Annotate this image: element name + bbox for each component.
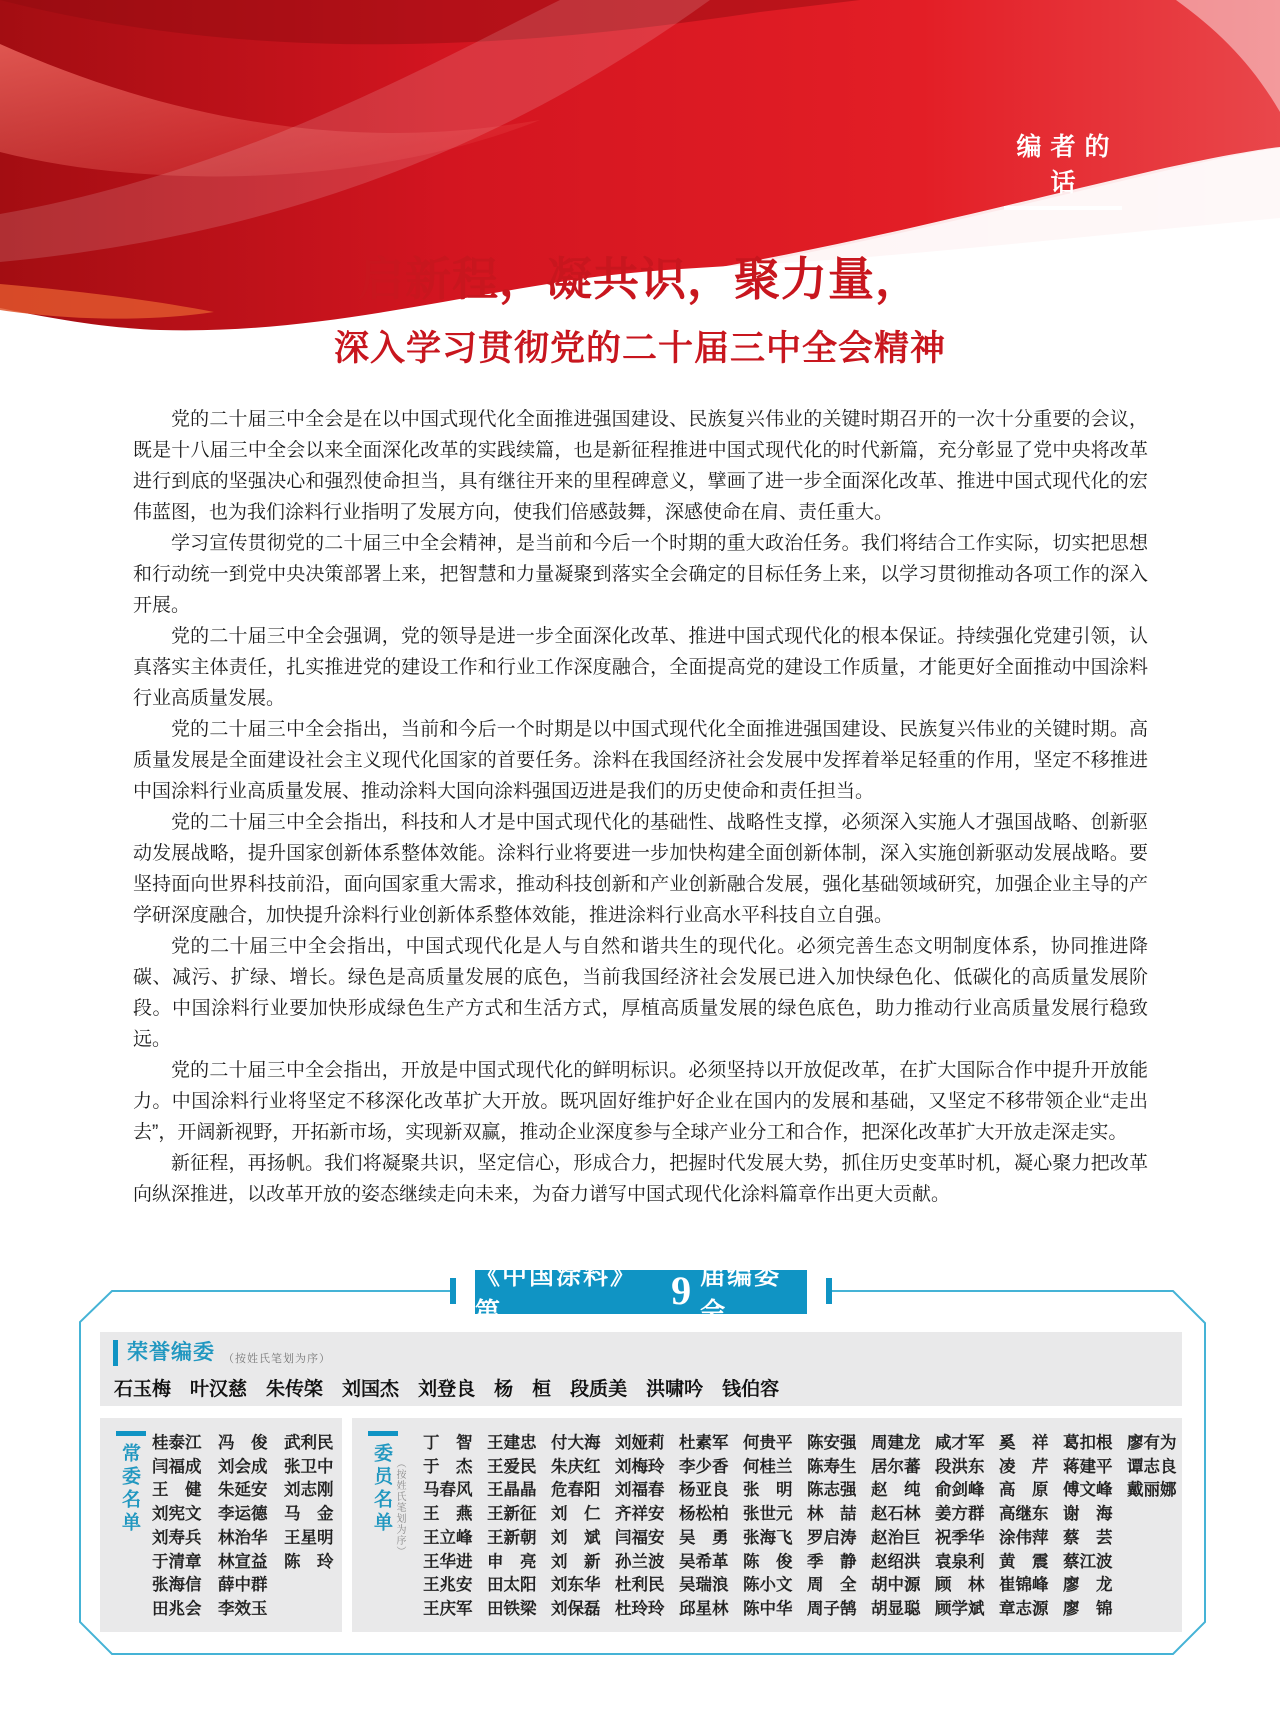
- name-column: [935, 1432, 985, 1622]
- committee-member-name: 奚 祥: [999, 1434, 1049, 1452]
- name-column: [679, 1432, 729, 1622]
- honorary-member-name: 石玉梅: [114, 1379, 172, 1400]
- committee-member-name: 王晶晶: [487, 1481, 537, 1500]
- honorary-editors-label: 荣誉编委: [127, 1341, 215, 1364]
- standing-committee-label-block: [116, 1431, 150, 1563]
- committee-member-name: 俞剑峰: [935, 1481, 985, 1500]
- committee-member-name: 王华进: [423, 1552, 473, 1571]
- committee-member-name: 李效玉: [218, 1599, 268, 1618]
- article-paragraph: 学习宣传贯彻党的二十届三中全会精神，是当前和今后一个时期的重大政治任务。我们将结合工作实际，切实把思想和行动统一到党中央决策部署上来，把智慧和力量凝聚到落实全会确定的目标任务上来，以学习贯彻推动各项工作的深入开展。: [133, 533, 1148, 616]
- committee-member-name: 赵治巨: [871, 1528, 921, 1547]
- committee-member-name: 闫福成: [152, 1457, 202, 1476]
- committee-member-name: 王爱民: [487, 1457, 537, 1476]
- committee-member-name: 陈志强: [807, 1481, 857, 1500]
- committee-member-name: 胡显聪: [871, 1599, 921, 1618]
- honorary-member-name: 钱伯容: [722, 1379, 780, 1400]
- committee-member-name: 杨亚良: [679, 1481, 729, 1500]
- members-sort-note: （按姓氏笔划为序）: [394, 1458, 405, 1557]
- committee-member-name: 陈安强: [807, 1434, 857, 1452]
- committee-member-name: 顾 林: [935, 1576, 985, 1595]
- badge-underline: [1004, 206, 1122, 210]
- committee-member-name: 章志源: [999, 1599, 1049, 1618]
- members-panel: [352, 1418, 1182, 1632]
- committee-member-name: 杨松柏: [679, 1505, 729, 1524]
- committee-member-name: 居尔蕃: [871, 1457, 921, 1476]
- committee-member-name: 田太阳: [487, 1576, 537, 1595]
- committee-member-name: 赵绍洪: [871, 1552, 921, 1571]
- committee-member-name: 桂泰江: [152, 1434, 202, 1452]
- article-body: [133, 404, 1148, 1210]
- committee-member-name: 咸才军: [935, 1434, 985, 1452]
- name-column: [423, 1432, 473, 1622]
- committee-member-name: 黄 震: [999, 1552, 1049, 1571]
- members-label: 委员名单: [371, 1443, 392, 1535]
- committee-member-name: 刘保磊: [551, 1599, 601, 1618]
- committee-member-name: 马 金: [284, 1505, 334, 1524]
- honorary-editors-panel: [100, 1332, 1182, 1406]
- committee-member-name: 刘 斌: [551, 1528, 601, 1547]
- committee-member-name: 张卫中: [284, 1457, 334, 1476]
- committee-member-name: 廖 龙: [1063, 1576, 1113, 1595]
- committee-member-name: 危春阳: [551, 1481, 601, 1500]
- name-column: [284, 1432, 334, 1622]
- committee-member-name: 王庆军: [423, 1599, 473, 1618]
- committee-member-name: 姜方群: [935, 1505, 985, 1524]
- name-column: [999, 1432, 1049, 1622]
- honorary-name-list: [114, 1374, 779, 1401]
- committee-member-name: 袁泉利: [935, 1552, 985, 1571]
- committee-member-name: 崔锦峰: [999, 1576, 1049, 1595]
- committee-member-name: 刘 新: [551, 1552, 601, 1571]
- committee-member-name: 涂伟萍: [999, 1528, 1049, 1547]
- committee-member-name: 朱庆红: [551, 1457, 601, 1476]
- committee-member-name: 蒋建平: [1063, 1457, 1113, 1476]
- title-block: [0, 243, 1280, 371]
- name-column: [218, 1432, 268, 1622]
- committee-member-name: 葛扣根: [1063, 1434, 1113, 1452]
- committee-member-name: 丁 智: [423, 1434, 473, 1452]
- honorary-member-name: 刘国杰: [342, 1379, 400, 1400]
- committee-member-name: 祝季华: [935, 1528, 985, 1547]
- committee-member-name: 陈寿生: [807, 1457, 857, 1476]
- standing-committee-label: 常委名单: [119, 1443, 140, 1535]
- committee-member-name: 林宣益: [218, 1552, 268, 1571]
- committee-member-name: 杜玲玲: [615, 1599, 665, 1618]
- committee-member-name: 周建龙: [871, 1434, 921, 1452]
- committee-member-name: 林 喆: [807, 1505, 857, 1524]
- committee-member-name: 林治华: [218, 1528, 268, 1547]
- committee-member-name: 李少香: [679, 1457, 729, 1476]
- committee-member-name: 薛中群: [218, 1576, 268, 1595]
- committee-member-name: 田铁梁: [487, 1599, 537, 1618]
- honorary-sort-note: （按姓氏笔划为序）: [223, 1353, 331, 1365]
- column-badge-text: 编者的话: [1016, 133, 1119, 197]
- committee-member-name: 何贵平: [743, 1434, 793, 1452]
- committee-member-name: 王 燕: [423, 1505, 473, 1524]
- name-column: [743, 1432, 793, 1622]
- article-paragraph: 党的二十届三中全会指出，开放是中国式现代化的鲜明标识。必须坚持以开放促改革，在扩大国际合作中提升开放能力。中国涂料行业将坚定不移深化改革扩大开放。既巩固好维护好企业在国内的发展和基础，又坚定不移带领企业“走出去”，开阔新视野，开拓新市场，实现新双赢，推动企业深度参与全球产业分工和合作，把深化改革扩大开放走深走实。: [133, 1060, 1148, 1143]
- committee-member-name: 张 明: [743, 1481, 793, 1500]
- committee-member-name: 冯 俊: [218, 1434, 268, 1452]
- committee-member-name: 申 亮: [487, 1552, 537, 1571]
- honorary-member-name: 朱传棨: [266, 1379, 324, 1400]
- article-paragraph: 党的二十届三中全会强调，党的领导是进一步全面深化改革、推进中国式现代化的根本保证。持续强化党建引领，认真落实主体责任，扎实推进党的建设工作和行业工作深度融合，全面提高党的建设工作质量，才能更好全面推动中国涂料行业高质量发展。: [133, 626, 1148, 709]
- committee-member-name: 刘东华: [551, 1576, 601, 1595]
- committee-member-name: 何桂兰: [743, 1457, 793, 1476]
- article-paragraph: 党的二十届三中全会是在以中国式现代化全面推进强国建设、民族复兴伟业的关键时期召开的一次十分重要的会议，既是十八届三中全会以来全面深化改革的实践续篇，也是新征程推进中国式现代化的时代新篇，充分彰显了党中央将改革进行到底的坚强决心和强烈使命担当，具有继往开来的里程碑意义，擘画了进一步全面深化改革、推进中国式现代化的宏伟蓝图，也为我们涂料行业指明了发展方向，使我们倍感鼓舞，深感使命在肩、责任重大。: [133, 409, 1148, 523]
- committee-member-name: 刘梅玲: [615, 1457, 665, 1476]
- name-column: [487, 1432, 537, 1622]
- committee-member-name: 陈 玲: [284, 1552, 334, 1571]
- committee-member-name: 武利民: [284, 1434, 334, 1452]
- committee-member-name: 吴 勇: [679, 1528, 729, 1547]
- committee-member-name: 王建忠: [487, 1434, 537, 1452]
- committee-member-name: 刘 仁: [551, 1505, 601, 1524]
- committee-member-name: 高 原: [999, 1481, 1049, 1500]
- article-paragraph: 党的二十届三中全会指出，科技和人才是中国式现代化的基础性、战略性支撑，必须深入实施人才强国战略、创新驱动发展战略，提升国家创新体系整体效能。涂料行业将要进一步加快构建全面创新体制，深入实施创新驱动发展战略。要坚持面向世界科技前沿，面向国家重大需求，推动科技创新和产业创新融合发展，强化基础领域研究，加强企业主导的产学研深度融合，加快提升涂料行业创新体系整体效能，推进涂料行业高水平科技自立自强。: [133, 812, 1148, 926]
- honorary-member-name: 段质美: [570, 1379, 628, 1400]
- board-header-prefix: 《中国涂料》第: [475, 1262, 638, 1326]
- committee-member-name: 凌 芹: [999, 1457, 1049, 1476]
- committee-member-name: 谭志良: [1127, 1457, 1177, 1476]
- standing-committee-name-grid: [152, 1432, 334, 1622]
- board-edition-number: 9: [671, 1267, 692, 1313]
- committee-member-name: 高继东: [999, 1505, 1049, 1524]
- committee-member-name: 于 杰: [423, 1457, 473, 1476]
- name-column: [1127, 1432, 1177, 1622]
- committee-member-name: 杜利民: [615, 1576, 665, 1595]
- honorary-editors-header: [113, 1340, 331, 1366]
- committee-member-name: 廖有为: [1127, 1434, 1177, 1452]
- committee-member-name: 陈 俊: [743, 1552, 793, 1571]
- committee-member-name: 季 静: [807, 1552, 857, 1571]
- committee-member-name: 罗启涛: [807, 1528, 857, 1547]
- committee-member-name: 孙兰波: [615, 1552, 665, 1571]
- committee-member-name: 陈小文: [743, 1576, 793, 1595]
- name-column: [551, 1432, 601, 1622]
- committee-member-name: 赵石林: [871, 1505, 921, 1524]
- committee-member-name: 傅文峰: [1063, 1481, 1113, 1500]
- committee-member-name: 于清章: [152, 1552, 202, 1571]
- teal-accent-bar: [368, 1431, 398, 1436]
- name-column: [871, 1432, 921, 1622]
- article-paragraph: 新征程，再扬帆。我们将凝聚共识，坚定信心，形成合力，把握时代发展大势，抓住历史变革时机，凝心聚力把改革向纵深推进，以改革开放的姿态继续走向未来，为奋力谱写中国式现代化涂料篇章作出更大贡献。: [133, 1153, 1148, 1205]
- committee-member-name: 刘宪文: [152, 1505, 202, 1524]
- committee-member-name: 齐祥安: [615, 1505, 665, 1524]
- column-badge: [999, 127, 1127, 210]
- article-paragraph: 党的二十届三中全会指出，当前和今后一个时期是以中国式现代化全面推进强国建设、民族复兴伟业的关键时期。高质量发展是全面建设社会主义现代化国家的首要任务。涂料在我国经济社会发展中发挥着举足轻重的作用，坚定不移推进中国涂料行业高质量发展、推动涂料大国向涂料强国迈进是我们的历史使命和责任担当。: [133, 719, 1148, 802]
- honorary-member-name: 刘登良: [418, 1379, 476, 1400]
- committee-member-name: 张海飞: [743, 1528, 793, 1547]
- committee-member-name: 张海信: [152, 1576, 202, 1595]
- teal-accent-bar: [113, 1340, 118, 1366]
- article-paragraph: 党的二十届三中全会指出，中国式现代化是人与自然和谐共生的现代化。必须完善生态文明制度体系，协同推进降碳、减污、扩绿、增长。绿色是高质量发展的底色，当前我国经济社会发展已进入加快绿色化、低碳化的高质量发展阶段。中国涂料行业要加快形成绿色生产方式和生活方式，厚植高质量发展的绿色底色，助力推动行业高质量发展行稳致远。: [133, 936, 1148, 1050]
- committee-member-name: 杜素军: [679, 1434, 729, 1452]
- name-column: [615, 1432, 665, 1622]
- board-header: [475, 1262, 807, 1326]
- committee-member-name: 廖 锦: [1063, 1599, 1113, 1618]
- committee-member-name: 闫福安: [615, 1528, 665, 1547]
- committee-member-name: 刘寿兵: [152, 1528, 202, 1547]
- committee-member-name: 蔡 芸: [1063, 1528, 1113, 1547]
- committee-member-name: 周子鹄: [807, 1599, 857, 1618]
- committee-member-name: 段洪东: [935, 1457, 985, 1476]
- standing-committee-panel: [100, 1418, 342, 1632]
- committee-member-name: 田兆会: [152, 1599, 202, 1618]
- name-column: [152, 1432, 202, 1622]
- committee-member-name: 赵 纯: [871, 1481, 921, 1500]
- members-name-grid: [423, 1432, 1177, 1622]
- committee-member-name: 陈中华: [743, 1599, 793, 1618]
- committee-member-name: 刘会成: [218, 1457, 268, 1476]
- committee-member-name: 张世元: [743, 1505, 793, 1524]
- committee-member-name: 邱星林: [679, 1599, 729, 1618]
- committee-member-name: 王 健: [152, 1481, 202, 1500]
- committee-member-name: 马春风: [423, 1481, 473, 1500]
- honorary-member-name: 洪啸吟: [646, 1379, 704, 1400]
- name-column: [1063, 1432, 1113, 1622]
- committee-member-name: 胡中源: [871, 1576, 921, 1595]
- page-title: 启新程，凝共识，聚力量，: [358, 253, 922, 305]
- committee-member-name: 付大海: [551, 1434, 601, 1452]
- committee-member-name: 王立峰: [423, 1528, 473, 1547]
- committee-member-name: 戴丽娜: [1127, 1481, 1177, 1500]
- teal-accent-bar: [116, 1431, 146, 1436]
- committee-member-name: 谢 海: [1063, 1505, 1113, 1524]
- committee-member-name: 刘福春: [615, 1481, 665, 1500]
- page-subtitle: 深入学习贯彻党的二十届三中全会精神: [333, 329, 946, 368]
- honorary-member-name: 杨 桓: [494, 1379, 552, 1400]
- committee-member-name: 刘娅莉: [615, 1434, 665, 1452]
- committee-member-name: 王兆安: [423, 1576, 473, 1595]
- name-column: [807, 1432, 857, 1622]
- honorary-member-name: 叶汉慈: [190, 1379, 248, 1400]
- committee-member-name: 刘志刚: [284, 1481, 334, 1500]
- committee-member-name: 李运德: [218, 1505, 268, 1524]
- committee-member-name: 王新征: [487, 1505, 537, 1524]
- committee-member-name: 周 全: [807, 1576, 857, 1595]
- committee-member-name: 蔡江波: [1063, 1552, 1113, 1571]
- committee-member-name: 吴希革: [679, 1552, 729, 1571]
- board-header-suffix: 届编委会: [700, 1262, 782, 1326]
- committee-member-name: 王新朝: [487, 1528, 537, 1547]
- committee-member-name: 顾学斌: [935, 1599, 985, 1618]
- committee-member-name: 朱延安: [218, 1481, 268, 1500]
- committee-member-name: 王星明: [284, 1528, 334, 1547]
- committee-member-name: 吴瑞浪: [679, 1576, 729, 1595]
